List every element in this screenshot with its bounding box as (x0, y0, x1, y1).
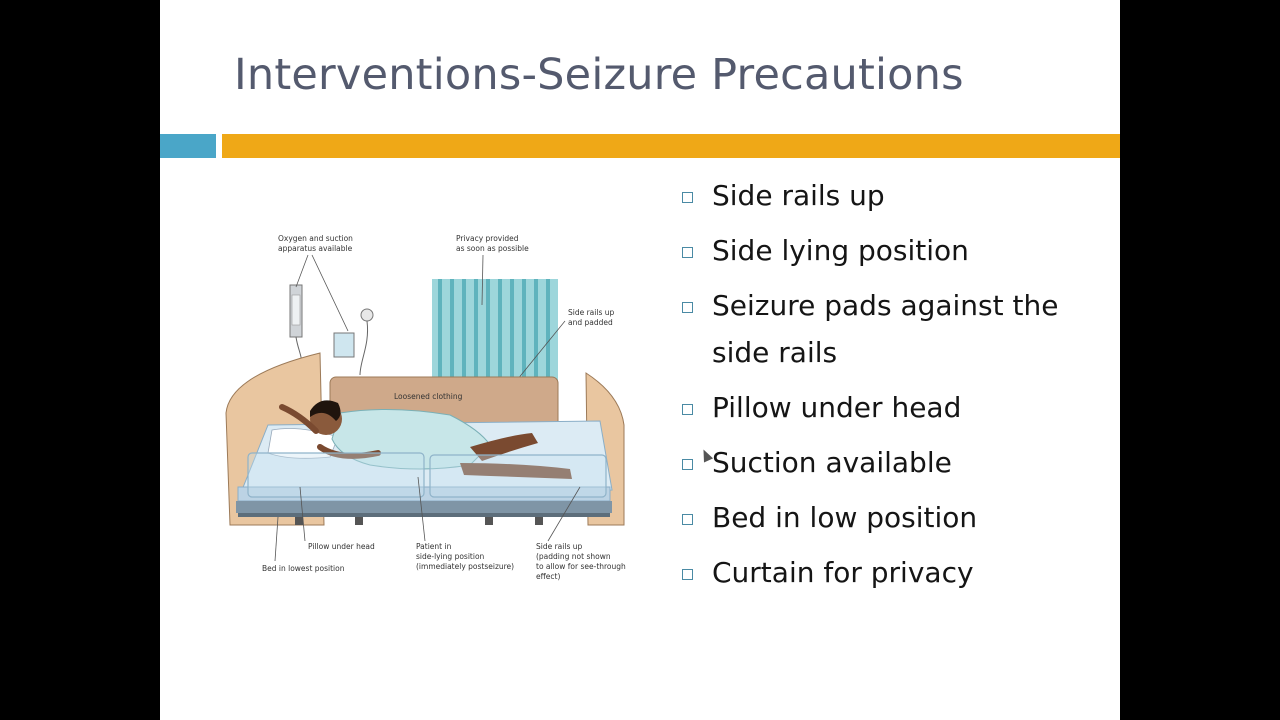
square-bullet-icon (682, 192, 693, 203)
bullet-list (680, 172, 1100, 604)
privacy-curtain (432, 279, 558, 384)
label-rails-top-line2: and padded (568, 318, 613, 327)
square-bullet-icon (682, 247, 693, 258)
square-bullet-icon (682, 459, 693, 470)
bullet-text: Seizure pads against the side rails (712, 289, 1059, 369)
label-oxygen-line1: Oxygen and suction (278, 234, 353, 243)
bullet-text: Bed in low position (712, 501, 978, 534)
label-rails-bottom-line4: effect) (536, 572, 561, 581)
label-clothing: Loosened clothing (394, 392, 463, 401)
bullet-item (680, 384, 1100, 431)
label-rails-bottom-line1: Side rails up (536, 542, 583, 551)
bullet-text: Pillow under head (712, 391, 962, 424)
bullet-item (680, 282, 1100, 376)
square-bullet-icon (682, 569, 693, 580)
accent-bar-blue (160, 134, 216, 158)
slide (160, 0, 1120, 720)
slide-title: Interventions-Seizure Precautions (234, 50, 964, 100)
label-privacy-line1: Privacy provided (456, 234, 519, 243)
label-oxygen-line2: apparatus available (278, 244, 353, 253)
bullet-item (680, 439, 1100, 486)
bullet-item (680, 227, 1100, 274)
label-rails-top-line1: Side rails up (568, 308, 615, 317)
label-patient-line1: Patient in (416, 542, 452, 551)
square-bullet-icon (682, 514, 693, 525)
label-pillow: Pillow under head (308, 542, 375, 551)
bullet-item (680, 549, 1100, 596)
bullet-text: Side rails up (712, 179, 885, 212)
label-patient-line2: side-lying position (416, 552, 485, 561)
label-bed-low: Bed in lowest position (262, 564, 345, 573)
square-bullet-icon (682, 302, 693, 313)
label-patient-line3: (immediately postseizure) (416, 562, 515, 571)
accent-bar-orange (222, 134, 1120, 158)
bullet-item (680, 494, 1100, 541)
label-rails-bottom-line3: to allow for see-through (536, 562, 626, 571)
seizure-precautions-illustration (220, 225, 640, 595)
square-bullet-icon (682, 404, 693, 415)
bullet-item (680, 172, 1100, 219)
label-privacy-line2: as soon as possible (456, 244, 529, 253)
bullet-text: Side lying position (712, 234, 969, 267)
bullet-text: Suction available (712, 446, 952, 479)
label-rails-bottom-line2: (padding not shown (536, 552, 611, 561)
bullet-text: Curtain for privacy (712, 556, 974, 589)
